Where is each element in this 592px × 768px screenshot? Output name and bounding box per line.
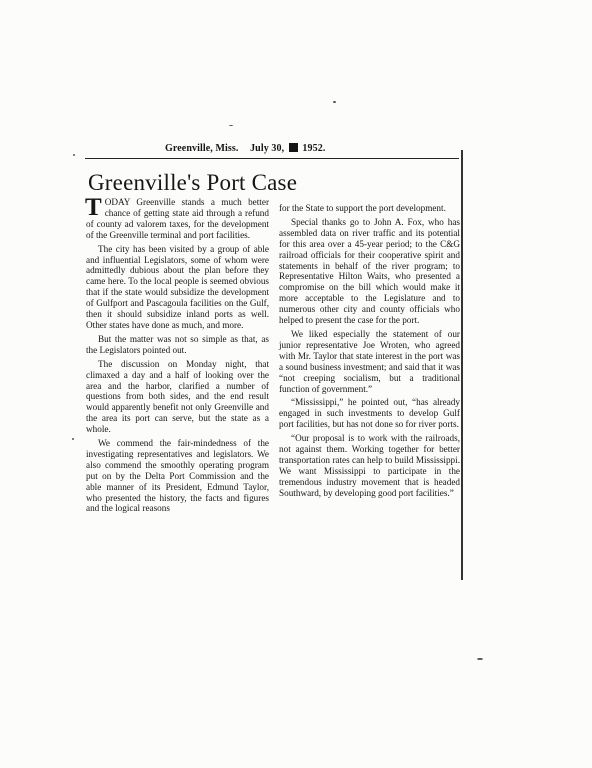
- paragraph-text: Special thanks go to John A. Fox, who has assembled data on river traffic and its potential for this area over a 45-year period; to the C&G railroad officials for their cooperative spirit and statements in behalf of the river program; to Representative Hilton Waits, who presented a compromise on the bill which would make it more acceptable to the Legislature and to numerous other city and county officials who helped to present the case for the port.: [279, 216, 460, 326]
- article-column-right: [279, 203, 460, 502]
- paragraph-text: The city has been visited by a group of able and influential Legislators, some of whom were admittedly dubious about the plan before they came here. To the local people is seemed obvious that if the state would subsidize the development of Gulfport and Pascagoula facilities on the Gulf, then it should subsidize inland ports as well. Other states have done as much, and more.: [86, 243, 269, 330]
- drop-cap: T: [85, 194, 102, 221]
- scan-speck: [73, 154, 75, 156]
- paragraph-text: ODAY Greenville stands a much better chance of getting state aid through a refund of county ad valorem taxes, for the development of the Greenville terminal and port facilities.: [86, 197, 269, 240]
- paragraph-text: for the State to support the port development.: [279, 203, 446, 213]
- scan-speck: [333, 101, 336, 103]
- article-paragraph: [279, 217, 460, 326]
- clipping-edge-line: [461, 150, 463, 580]
- header-rule: [85, 158, 459, 159]
- dateline-year: 1952.: [302, 143, 326, 154]
- paragraph-text: “Our proposal is to work with the railroads, not against them. Working together for better transportation rates can help to build Mississippi. We want Mississippi to participate in the tremendous industry movement that is headed Southward, by developing good port facilities.”: [279, 433, 460, 498]
- article-paragraph: [279, 203, 460, 214]
- scan-speck: [477, 658, 483, 660]
- article-column-left: [85, 194, 269, 517]
- dateline: [165, 143, 325, 154]
- dateline-place: Greenville, Miss.: [165, 143, 239, 154]
- article-paragraph: [86, 334, 269, 356]
- article-paragraph: [279, 397, 460, 430]
- redaction-mark: [289, 143, 298, 152]
- article-paragraph: [86, 244, 269, 331]
- article-paragraph: [86, 438, 269, 514]
- paragraph-text: “Mississippi,” he pointed out, “has already engaged in such investments to develop Gulf port facilities, but has not done so for river ports.: [279, 397, 460, 430]
- newspaper-clipping: [85, 136, 470, 576]
- article-paragraph: [279, 329, 460, 394]
- article-paragraph: [86, 359, 269, 435]
- scan-speck: [72, 438, 74, 440]
- paragraph-text: We commend the fair-mindedness of the investigating representatives and legislators. We also commend the smoothly operating program put on by the Delta Port Commission and the able manner of its President, Edmund Taylor, who presented the history, the facts and figures and the logical reasons: [86, 438, 269, 514]
- scan-speck: [229, 125, 233, 126]
- paragraph-text: The discussion on Monday night, that climaxed a day and a half of looking over the area and the harbor, clarified a number of questions from both sides, and the end result would apparently benefit not only Greenville and the area its port can serve, but the state as a whole.: [86, 358, 269, 435]
- paragraph-text: But the matter was not so simple as that, as the Legislators pointed out.: [86, 333, 269, 355]
- article-paragraph: [85, 194, 269, 241]
- article-paragraph: [279, 433, 460, 498]
- dateline-date: July 30,: [250, 143, 285, 154]
- headline: Greenville's Port Case: [88, 170, 298, 195]
- paragraph-text: We liked especially the statement of our junior representative Joe Wroten, who agreed with Mr. Taylor that state interest in the port was a sound business investment; and said that it was “not creeping socialism, but a traditional function of government.”: [279, 328, 460, 394]
